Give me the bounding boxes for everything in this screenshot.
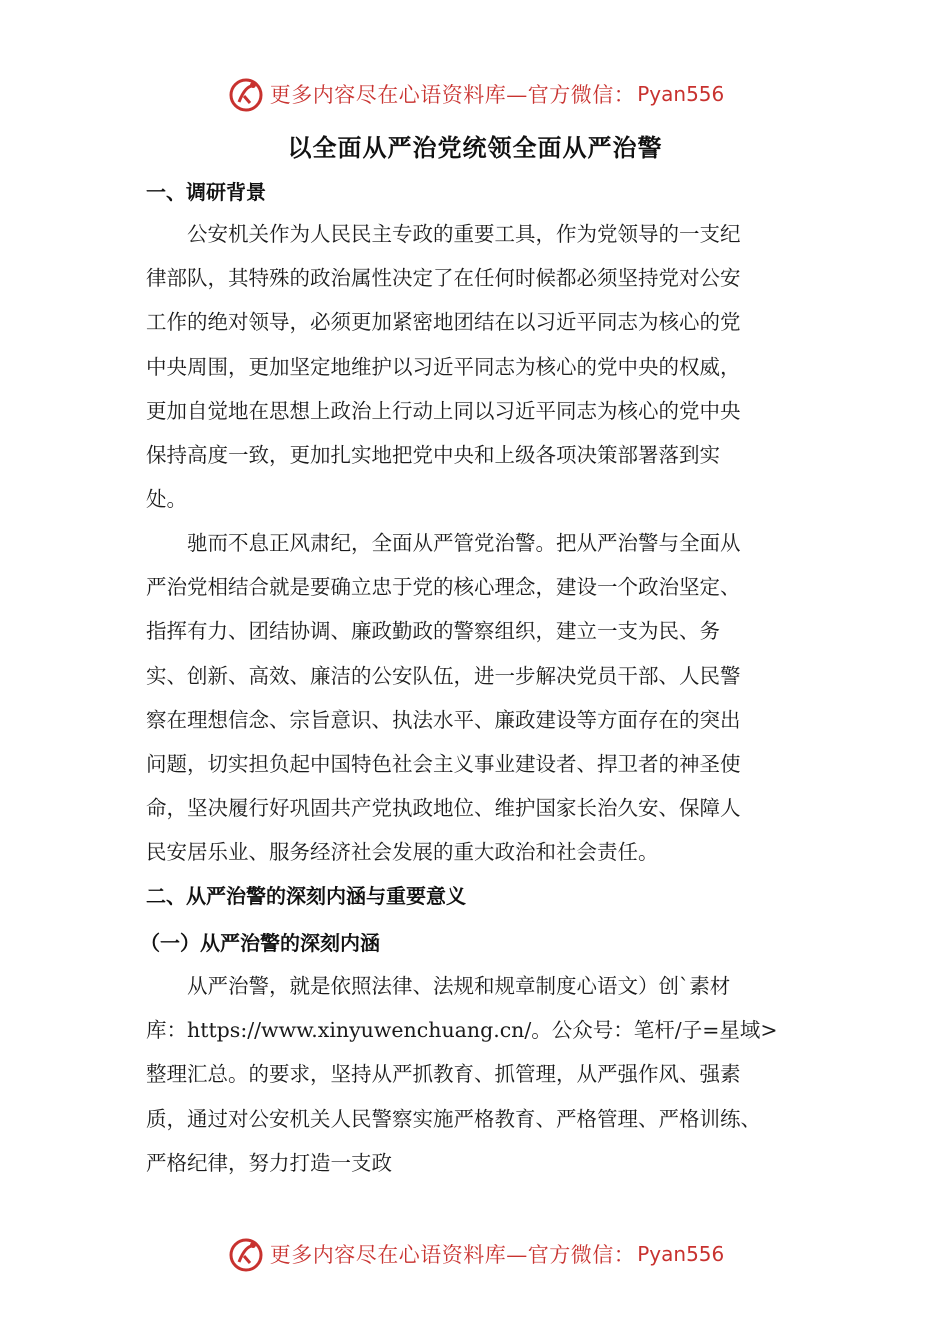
paragraph-connotation [146, 964, 806, 1185]
brand-logo-icon [226, 74, 266, 114]
text-line: 察在理想信念、宗旨意识、执法水平、廉政建设等方面存在的突出 [146, 707, 741, 732]
text-line: 质，通过对公安机关人民警察实施严格教育、严格管理、严格训练、 [146, 1106, 761, 1131]
text-line: 命，坚决履行好巩固共产党执政地位、维护国家长治久安、保障人 [146, 796, 741, 821]
text-line: 库：https://www.xinyuwenchuang.cn/。公众号：笔杆/子=星域> [146, 1018, 778, 1043]
watermark-text: 更多内容尽在心语资料库—官方微信： [269, 1243, 636, 1267]
paragraph-background-1 [146, 212, 806, 521]
text-line: 实、创新、高效、廉洁的公安队伍，进一步解决党员干部、人民警 [146, 663, 741, 688]
text-line: 处。 [146, 487, 187, 512]
brand-logo-icon [226, 1234, 266, 1274]
text-line: 律部队，其特殊的政治属性决定了在任何时候都必须坚持党对公安 [146, 266, 741, 291]
document-title: 以全面从严治党统领全面从严治警 [287, 134, 663, 162]
text-line: 从严治警，就是依照法律、法规和规章制度心语文）创`素材 [146, 974, 731, 998]
text-line: 保持高度一致，更加扎实地把党中央和上级各项决策部署落到实 [146, 442, 720, 467]
paragraph-background-2 [146, 521, 806, 875]
watermark-account: Pyan556 [637, 1242, 725, 1266]
text-line: 严治党相结合就是要确立忠于党的核心理念，建设一个政治坚定、 [146, 575, 741, 600]
watermark-account: Pyan556 [637, 82, 725, 106]
text-line: 工作的绝对领导，必须更加紧密地团结在以习近平同志为核心的党 [146, 310, 741, 335]
text-line: 民安居乐业、服务经济社会发展的重大政治和社会责任。 [146, 840, 659, 865]
text-line: 整理汇总。的要求，坚持从严抓教育、抓管理，从严强作风、强素 [146, 1062, 741, 1087]
watermark-text: 更多内容尽在心语资料库—官方微信： [269, 83, 636, 107]
watermark-banner-top [0, 72, 950, 116]
subsection-heading-connotation: （一）从严治警的深刻内涵 [140, 931, 380, 955]
text-line: 问题，切实担负起中国特色社会主义事业建设者、捍卫者的神圣使 [146, 751, 741, 776]
section-heading-meaning: 二、从严治警的深刻内涵与重要意义 [146, 884, 466, 908]
text-line: 驰而不息正风肃纪，全面从严管党治警。把从严治警与全面从 [146, 531, 741, 555]
text-line: 更加自觉地在思想上政治上行动上同以习近平同志为核心的党中央 [146, 398, 741, 423]
text-line: 严格纪律，努力打造一支政 [146, 1150, 392, 1175]
text-line: 公安机关作为人民民主专政的重要工具，作为党领导的一支纪 [146, 222, 741, 246]
watermark-banner-bottom [0, 1232, 950, 1276]
text-line: 指挥有力、团结协调、廉政勤政的警察组织，建立一支为民、务 [146, 619, 720, 644]
section-heading-background: 一、调研背景 [146, 180, 266, 204]
text-line: 中央周围，更加坚定地维护以习近平同志为核心的党中央的权威， [146, 354, 741, 379]
